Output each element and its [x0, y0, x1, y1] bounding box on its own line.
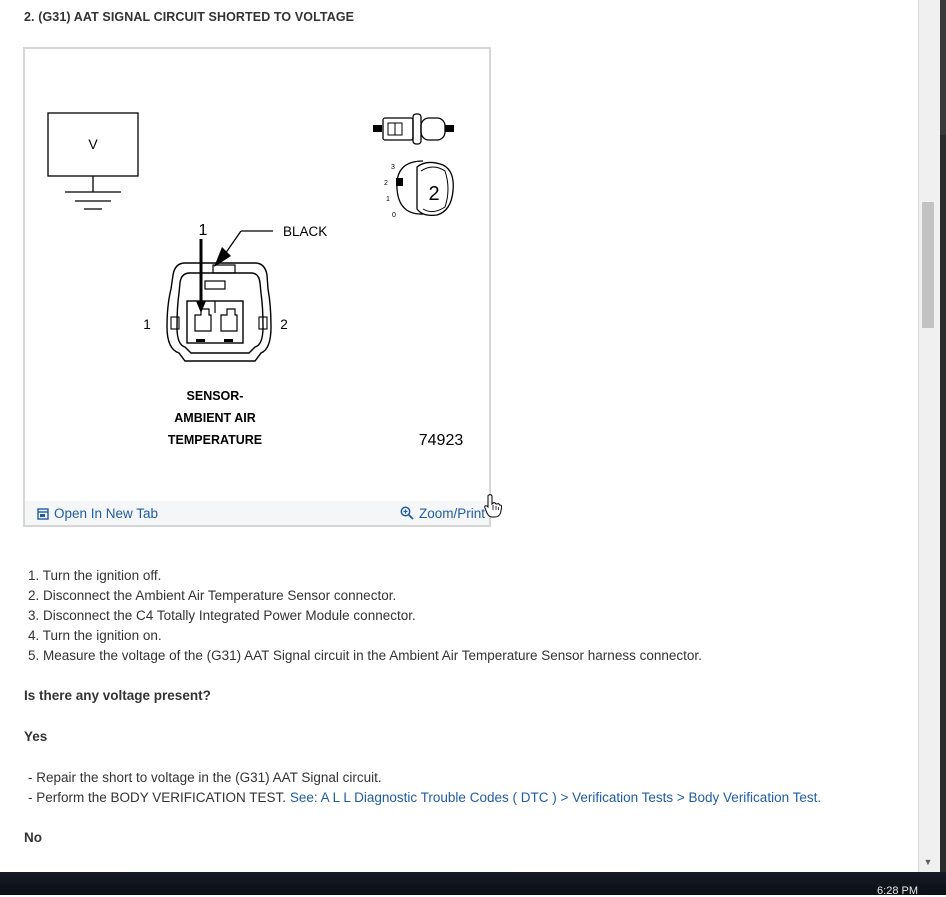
ignition-switch-icon [384, 161, 453, 219]
sensor-connector-face [167, 263, 271, 361]
procedure-step: 5. Measure the voltage of the (G31) AAT Signal circuit in the Ambient Air Temperature Sensor harness connector. [28, 648, 702, 663]
svg-text:3: 3 [391, 164, 395, 171]
diagnostic-question: Is there any voltage present? [24, 688, 211, 703]
vertical-scrollbar[interactable] [918, 0, 946, 872]
pin-label-right: 2 [280, 317, 288, 332]
svg-text:2: 2 [384, 180, 388, 187]
procedure-step: 1. Turn the ignition off. [28, 568, 162, 583]
zoom-print-label: Zoom/Print [418, 506, 485, 521]
wire-number-label: 1 [198, 222, 208, 239]
figure-number: 74923 [418, 432, 464, 449]
open-in-new-tab-link[interactable] [37, 506, 158, 521]
repair-action: - Repair the short to voltage in the (G31) AAT Signal circuit. [28, 770, 382, 785]
svg-text:1: 1 [386, 196, 390, 203]
caption-line-2: AMBIENT AIR [174, 411, 256, 425]
figure-toolbar [25, 501, 489, 525]
step-heading: 2. (G31) AAT SIGNAL CIRCUIT SHORTED TO VOLTAGE [24, 10, 355, 24]
caption-line-1: SENSOR- [186, 389, 244, 403]
yes-actions [28, 770, 821, 810]
procedure-step: 2. Disconnect the Ambient Air Temperature Sensor connector. [28, 588, 397, 603]
procedure-step: 3. Disconnect the C4 Totally Integrated Power Module connector. [28, 608, 416, 623]
open-new-tab-icon [37, 508, 49, 520]
svg-text:0: 0 [392, 212, 396, 219]
open-in-new-tab-label: Open In New Tab [54, 506, 159, 521]
yes-heading: Yes [24, 729, 48, 744]
color-callout: BLACK [283, 224, 328, 239]
diagram-figure [23, 47, 491, 527]
voltmeter-label: V [88, 136, 98, 152]
wiring-diagram [25, 49, 489, 501]
connector-plug-icon [373, 114, 454, 144]
scrollbar-thumb[interactable] [922, 202, 934, 328]
system-clock: 6:28 PM [877, 885, 918, 897]
zoom-print-link[interactable] [400, 506, 485, 521]
procedure-steps [28, 568, 702, 668]
procedure-step: 4. Turn the ignition on. [28, 628, 162, 643]
svg-text:2: 2 [428, 183, 440, 205]
system-taskbar [0, 872, 946, 895]
pin-label-left: 1 [143, 317, 151, 332]
scroll-down-arrow-icon[interactable]: ▼ [923, 857, 933, 867]
hand-cursor-icon [484, 494, 502, 518]
verification-text: - Perform the BODY VERIFICATION TEST. [28, 790, 287, 805]
no-heading: No [24, 830, 42, 845]
body-verification-test-link[interactable]: See: A L L Diagnostic Trouble Codes ( DTC ) > Verification Tests > Body Verification Test. [289, 790, 822, 805]
magnifier-icon [400, 506, 414, 520]
caption-line-3: TEMPERATURE [167, 433, 263, 447]
verification-action [28, 790, 821, 810]
